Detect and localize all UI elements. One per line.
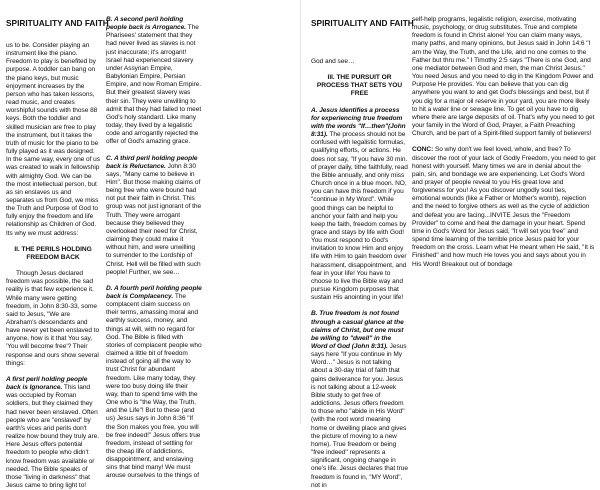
point-b-dwell (311, 310, 408, 489)
point-a-title: A first peril holding people back is Ignorance. (6, 375, 88, 392)
point-a-body: This land was occupied by Roman soldiers, but they claimed they had never been enslaved. Often people who are "enslaved" by earth's vices and perils don't realize how bound they truly are. Here Jesus offers potential freedom to people who didn't know freedom was available or needed. The Bible speaks of those "living in darkness" that Jesus came to bring light to! (6, 384, 99, 489)
paragraph-perils-intro: Though Jesus declared freedom was possible, the sad reality is that few experience it. While many were getting freedom, in John 8:30-33, some said to Jesus, "We are Abraham's descendants and have never yet been enslaved to anyone, how is it that You say, 'You will become free'? Their response and ours show several things: (6, 270, 100, 367)
point-b-dwell-body: Jesus says here "If you continue in My Word…" Jesus is not talking about a 30-day trial of faith that gains deliverance for you. Jesus is not talking about a 12-week Bible study to get free of addictions. Jesus offers freedom to those who "abide in His Word" (with the root word meaning home or dwelling place and gives the picture of moving to a new home). True freedom or being "free indeed" represents a significant, ongoing change in one's life. Jesus declares that true freedom is found in, "MY Word", not in (311, 343, 408, 489)
point-c-title: C. A third peril holding people back is Reluctance. (106, 154, 198, 170)
page-header-right: SPIRITUALITY AND FAITH (311, 18, 414, 28)
point-c-body: John 8:30 says, "Many came to believe in Him". But those making claims of being free who were bound had not put their faith in Christ. This group was not just ignorant of the Truth. They were arrogant because they believed they overlooked their need for Christ, claiming they could make it without him, and were unwilling to surrender to the Lordship of Christ. Hell will be filled with such people! Further, we see… (106, 162, 202, 276)
point-b-dwell-title: B. True freedom is not found through a casual glance at the claims of Christ, but one must be willing to "dwell" in the Word of God (John 8:31). (311, 310, 404, 350)
paragraph-self-help: self-help programs, legalistic religion, exercise, motivating music, psychology, or drug substitutes. True and complete freedom is found in Christ alone! You can claim many ways, many paths, and many opinions, but Jesus said in John 14:6 "I am the Way, the Truth, and the Life, and no one comes to the Father but thru me." I Timothy 2:5 says "There is one God, and one mediator between God and men, the man Christ Jesus." You need Jesus and you need to dig in the Kingdom Power and Purpose He provides. You can believe that you can dig anywhere you want to and get God's blessings and best, but if you dig for a major oil reserve in your yard, you are more likely to hit a water line or sewage line. To get oil you have to dig where there are large deposits of oil. That's why you need to get your family in the Word of God, Prayer, a Faith Preaching Church, and be part of a Spirit-filled support family of believers! (412, 16, 595, 138)
point-b-title: B. A second peril holding people back is Arrogance. (106, 16, 187, 32)
left-column-2 (106, 16, 202, 480)
left-column-1 (6, 42, 100, 489)
point-a-ignorance (6, 376, 100, 490)
section-title-pursuit: III. THE PURSUIT OR PROCESS THAT SETS YOU FREE (316, 74, 403, 98)
paragraph-intro: us to be. Consider playing an instrument like the piano. Freedom to play is benefited by purpose. A toddler can bang on the piano keys, but music enjoyment increases by the person who has taken lessons, read music, and creates worshipful sounds with those 88 keys. Both the toddler and skilled musician are free to play the instrument, but it takes the truth of music for the piano to be fully played as it was designed. In the same way, every one of us was created to walk in fellowship with almighty God. We can be the most intellectual person, but as sin enslaves us and separates us from God, we miss the Truth and Purpose of God to fully enjoy the freedom and life relationship as Children of God. Its why we must address: (6, 42, 100, 237)
paragraph-conclusion (412, 146, 596, 268)
right-column-2 (412, 16, 596, 424)
right-column-1 (311, 58, 408, 489)
point-c-reluctance (106, 155, 202, 277)
point-d-title: D. A fourth peril holding people back is Complacency. (106, 284, 202, 300)
point-d-complacency (106, 285, 202, 481)
conclusion-label: CONC: (412, 146, 434, 154)
point-b-arrogance (106, 16, 202, 147)
point-b-body: The Pharisees' statement that they had never lived as slaves is not just inaccurate; it's arrogant! Israel had experienced slavery under Assyrian Empire, Babylonian Empire, Persian Empire, and now Roman Empire. But their greatest slavery was their sin. They were unwilling to admit that they had failed to meet God's holy standard. Like many today, they lived by a legalistic code and arrogantly rejected the offer of God's amazing grace. (106, 24, 202, 146)
point-d-body: The complacent claim success on their terms, amassing moral and earthly success, money, and things at will, with no regard for God. The Bible is filled with stories of complacent people who claimed a little bit of freedom instead of going all the way to trust Christ for abundant freedom. Like many today, they were too busy doing life their way, than to spend time with the One who is "the Way, the Truth, and the Life"! But to these (and us) Jesus says in John 8:36 "If the Son makes you free, you will be free indeed!" Jesus offers true freedom, instead of settling for the cheap life of addictions, disappointment, and enslaving sins that bind many! We must arouse ourselves to the things of (106, 293, 202, 480)
paragraph-opening: God and see… (311, 58, 355, 65)
page-header-left: SPIRITUALITY AND FAITH (6, 18, 109, 28)
point-a-process-body: The process should not be confused with legalistic formulas, qualifying efforts, or actions. He does not say, "If you have 30 min. of prayer daily, tithe faithfully, read the Bible annually, and only miss Church once in a blue moon. NO, you can have this freedom if you "continue in My Word". While good things can be helpful to anchor your faith and help you keep the faith, freedom comes by grace and stays by life with God! You must respond to God's invitation to know Him and enjoy life with Him to gain freedom over harassment, disappointment, and fear in your life! You have to choose to live the Bible way and pursue Kingdom purposes that sustain His anointing in your life! (311, 131, 408, 302)
point-a-process (311, 107, 408, 303)
page-gutter (300, 0, 301, 424)
conclusion-body: So why don't we feel loved, whole, and free? To discover the root of your lack of Godly Freedom, you need to get honest with yourself. Many times we are in denial about the pain, sin, and bondage we are experiencing. Let God's Word and prayer of people reveal to you His great love and forgiveness for you! As you discover ungodly soul ties, emotional wounds (like a Father or Mother's womb), rejection and the need to forgive others as well as the cycle of addiction and defeat you are facing...INVITE Jesus the "Freedom Provider" to come and heal the damage in your heart. Spend time in God's Word for Jesus said, "It will set you free" and spend time learning of the terrible price Jesus paid for your freedom on the cross. Learn what He meant when He said, "It is Finished" and how much He loves you and says about you in His Word! Breakout out of bondage (412, 146, 596, 268)
point-a-process-title: A. Jesus identifies a process for experiencing true freedom with the words "If…then"(John 8:31). (311, 106, 406, 139)
section-title-perils: II. THE PERILS HOLDING FREEDOM BACK (14, 245, 92, 261)
